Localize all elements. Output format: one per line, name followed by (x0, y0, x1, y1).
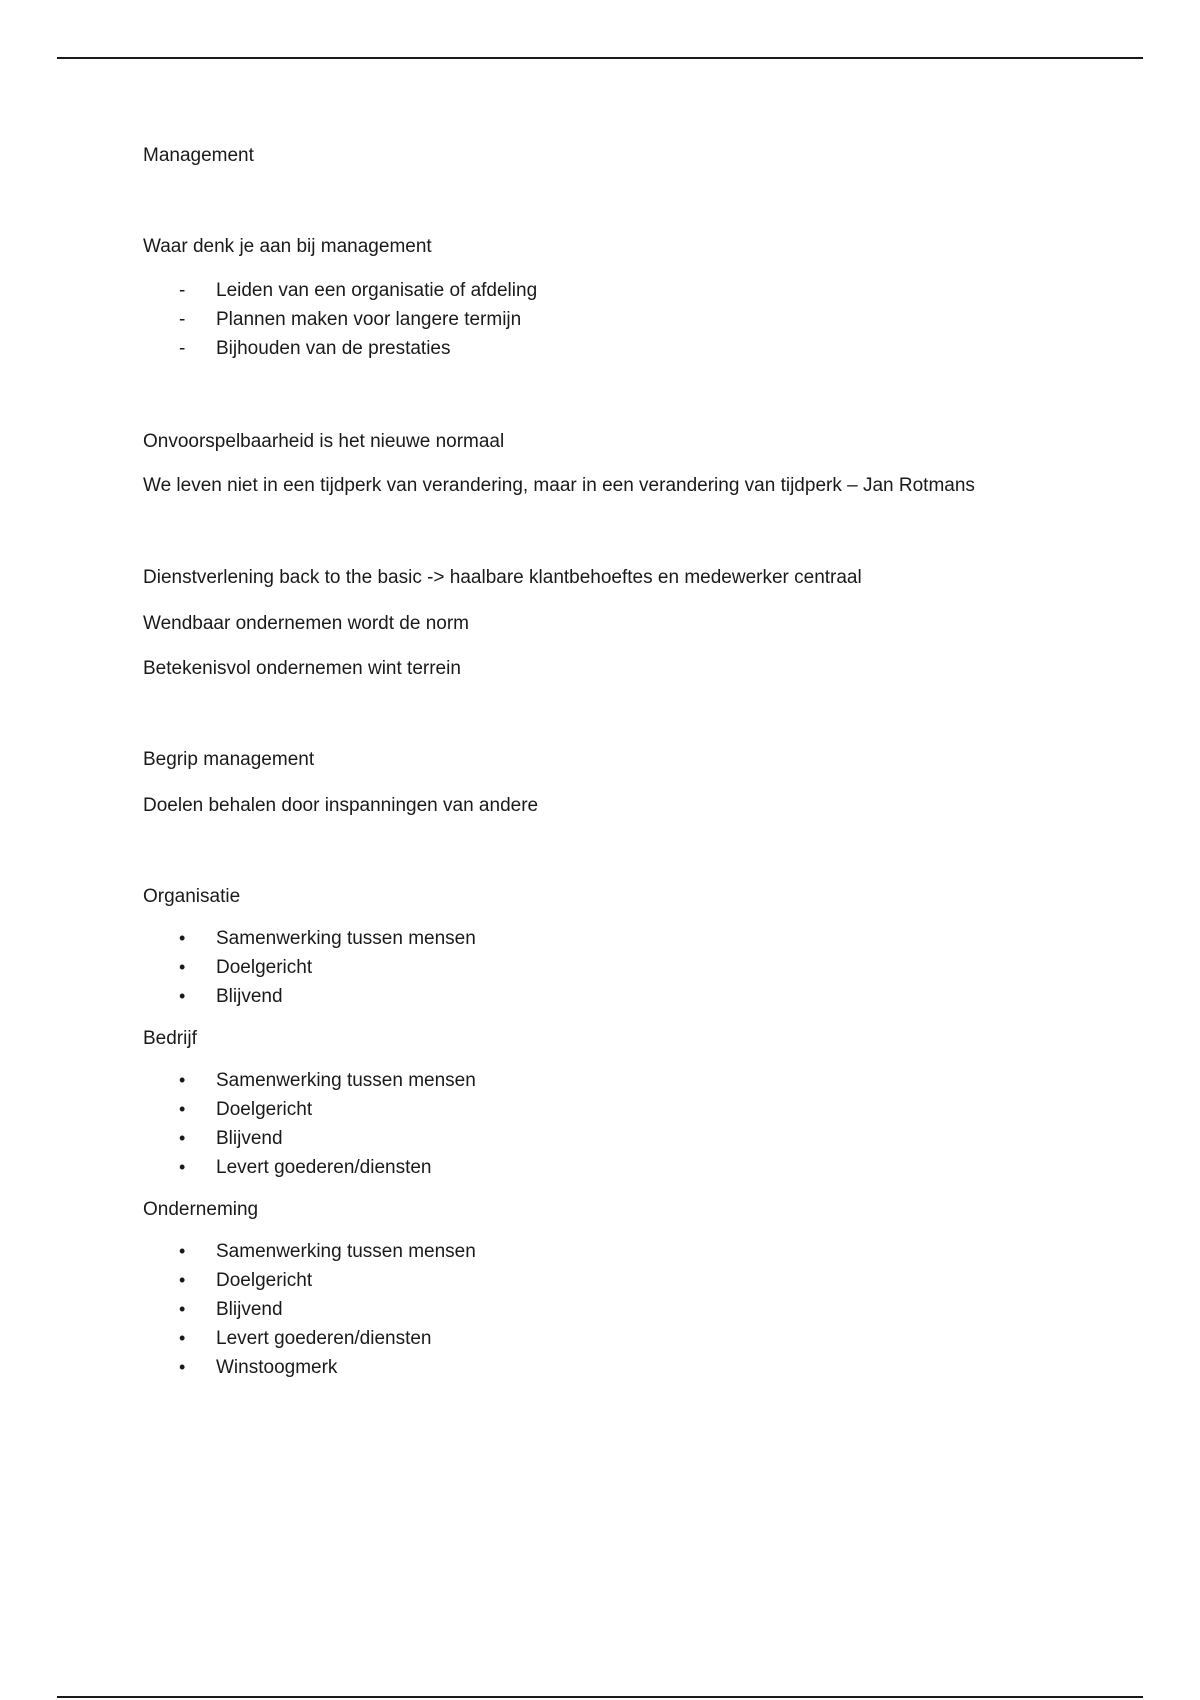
paragraph-services: Dienstverlening back to the basic -> haalbare klantbehoeftes en medewerker centraal (143, 567, 862, 588)
list-item: • Blijvend (143, 982, 1103, 1011)
paragraph-unpredictability: Onvoorspelbaarheid is het nieuwe normaal (143, 431, 505, 452)
section-heading-concept: Begrip management (143, 749, 315, 770)
bullet-marker: • (179, 1270, 186, 1290)
list-item: • Levert goederen/diensten (143, 1324, 1103, 1353)
dash-marker: - (179, 280, 186, 301)
dash-marker: - (179, 309, 186, 330)
paragraph-definition: Doelen behalen door inspanningen van andere (143, 795, 539, 816)
list-item: - Bijhouden van de prestaties (143, 334, 1103, 363)
management-thoughts-list (143, 276, 1103, 363)
list-item: - Plannen maken voor langere termijn (143, 305, 1103, 334)
bullet-marker: • (179, 986, 186, 1006)
list-item: • Winstoogmerk (143, 1353, 1103, 1382)
list-item: • Levert goederen/diensten (143, 1153, 1103, 1182)
section-heading-management-thoughts: Waar denk je aan bij management (143, 236, 432, 257)
list-item: • Doelgericht (143, 1095, 1103, 1124)
bullet-marker: • (179, 928, 186, 948)
bullet-marker: • (179, 1128, 186, 1148)
paragraph-quote: We leven niet in een tijdperk van verandering, maar in een verandering van tijdperk – Jan Rotmans (143, 475, 975, 496)
bullet-marker: • (179, 1099, 186, 1119)
organisatie-list (143, 924, 1103, 1011)
dash-marker: - (179, 338, 186, 359)
paragraph-meaningful: Betekenisvol ondernemen wint terrein (143, 658, 461, 679)
bullet-marker: • (179, 1070, 186, 1090)
onderneming-list (143, 1237, 1103, 1382)
bullet-marker: • (179, 1328, 186, 1348)
section-heading-onderneming: Onderneming (143, 1199, 259, 1220)
list-item: • Doelgericht (143, 1266, 1103, 1295)
bullet-marker: • (179, 1357, 186, 1377)
bottom-rule (57, 1696, 1143, 1698)
bullet-marker: • (179, 1241, 186, 1261)
bedrijf-list (143, 1066, 1103, 1182)
bullet-marker: • (179, 1157, 186, 1177)
list-item: • Samenwerking tussen mensen (143, 1237, 1103, 1266)
list-item: - Leiden van een organisatie of afdeling (143, 276, 1103, 305)
bullet-marker: • (179, 957, 186, 977)
section-heading-organisatie: Organisatie (143, 886, 241, 907)
list-item: • Samenwerking tussen mensen (143, 924, 1103, 953)
section-heading-bedrijf: Bedrijf (143, 1028, 197, 1049)
list-item: • Blijvend (143, 1295, 1103, 1324)
top-rule (57, 57, 1143, 59)
paragraph-agile: Wendbaar ondernemen wordt de norm (143, 613, 470, 634)
document-body (143, 143, 1103, 1382)
list-item: • Blijvend (143, 1124, 1103, 1153)
document-title: Management (143, 145, 254, 166)
bullet-marker: • (179, 1299, 186, 1319)
list-item: • Samenwerking tussen mensen (143, 1066, 1103, 1095)
list-item: • Doelgericht (143, 953, 1103, 982)
